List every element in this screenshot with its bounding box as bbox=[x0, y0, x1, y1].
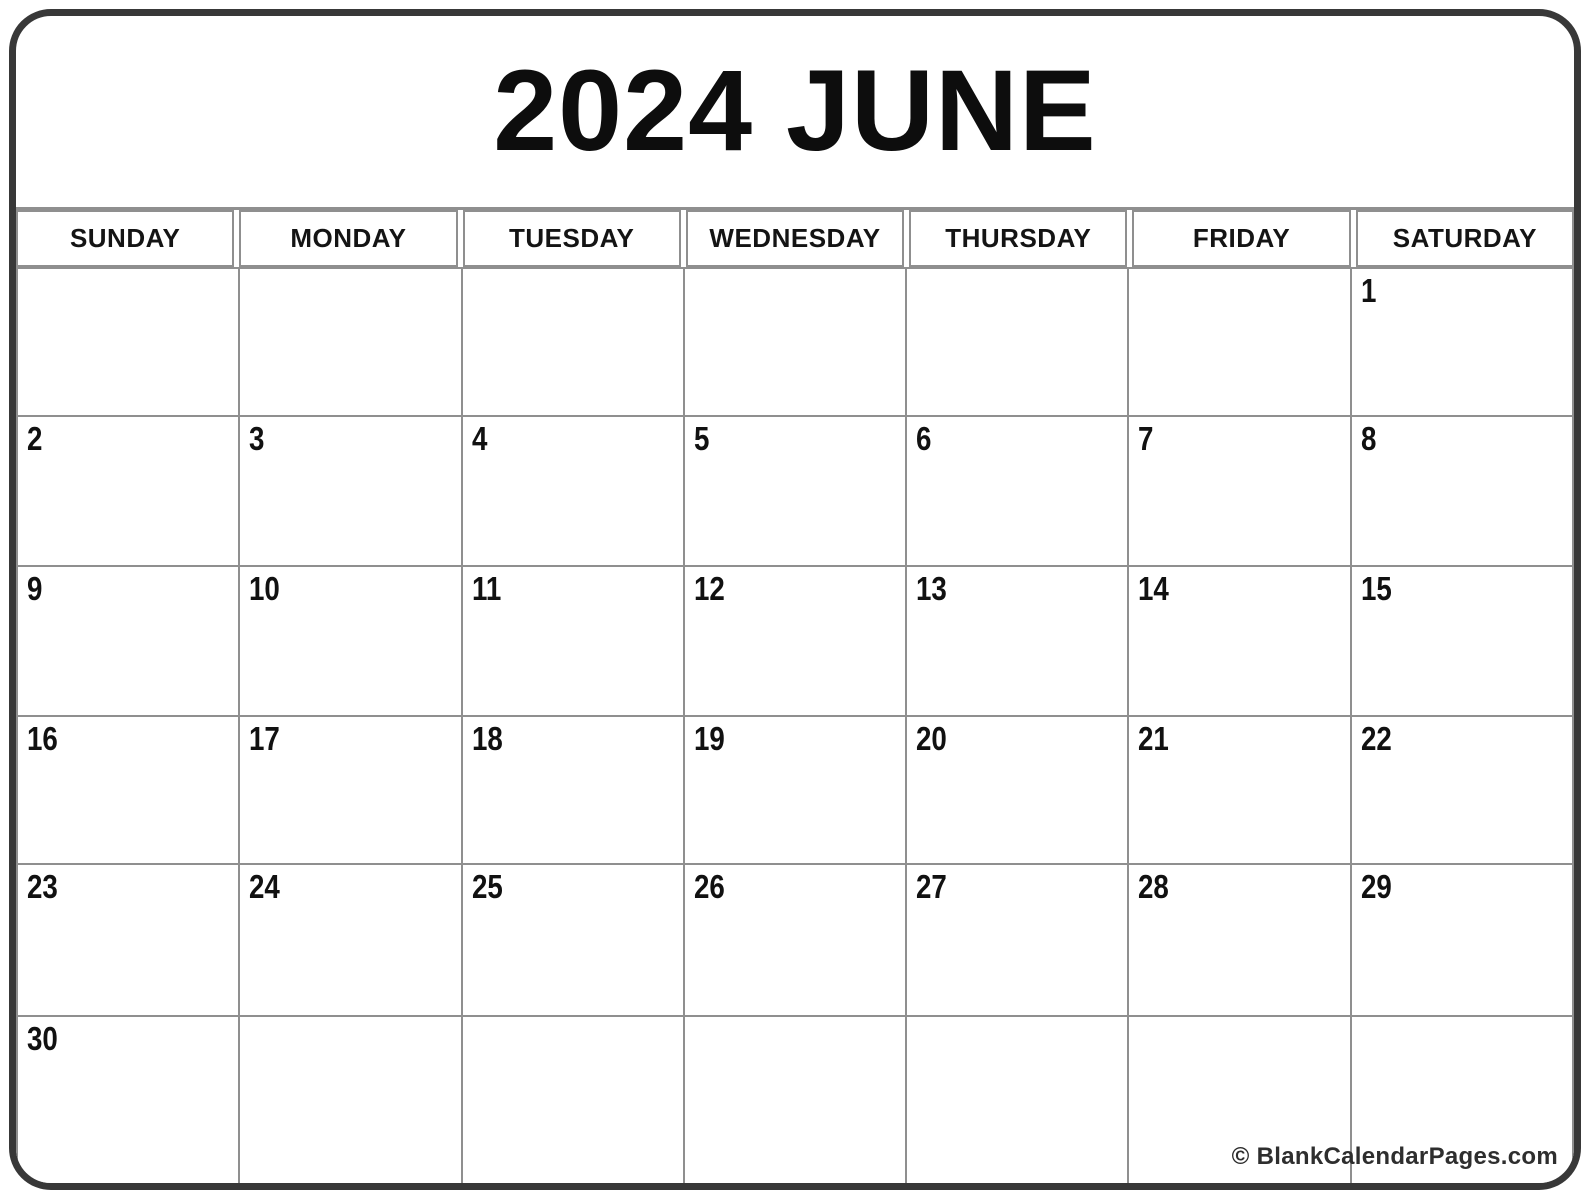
day-number: 14 bbox=[1138, 570, 1170, 607]
weekday-header-saturday: SATURDAY bbox=[1356, 210, 1574, 267]
day-cell bbox=[463, 865, 683, 1015]
title-area bbox=[16, 16, 1574, 207]
day-number: 2 bbox=[27, 420, 43, 457]
calendar-title: 2024 JUNE bbox=[493, 47, 1097, 175]
day-cell bbox=[463, 717, 683, 863]
watermark-credit: © BlankCalendarPages.com bbox=[1231, 1143, 1558, 1170]
day-number: 29 bbox=[1360, 868, 1392, 905]
day-cell bbox=[685, 1017, 905, 1183]
weekday-header-thursday: THURSDAY bbox=[909, 210, 1127, 267]
day-cell bbox=[1129, 567, 1349, 715]
weekday-header-friday: FRIDAY bbox=[1132, 210, 1350, 267]
day-cell bbox=[685, 269, 905, 415]
day-cell bbox=[1129, 717, 1349, 863]
day-cell bbox=[18, 865, 238, 1015]
day-cell bbox=[907, 417, 1127, 565]
day-number: 26 bbox=[693, 868, 725, 905]
day-cell bbox=[463, 567, 683, 715]
day-cell bbox=[240, 1017, 460, 1183]
day-cell bbox=[240, 567, 460, 715]
day-cell bbox=[18, 1017, 238, 1183]
day-cell bbox=[1129, 865, 1349, 1015]
day-number: 25 bbox=[471, 868, 503, 905]
weekday-header-sunday: SUNDAY bbox=[16, 210, 234, 267]
date-grid bbox=[16, 267, 1574, 1183]
day-cell bbox=[907, 269, 1127, 415]
day-cell bbox=[240, 269, 460, 415]
day-number: 22 bbox=[1360, 720, 1392, 757]
weekday-header-tuesday: TUESDAY bbox=[463, 210, 681, 267]
day-cell bbox=[685, 717, 905, 863]
day-number: 23 bbox=[27, 868, 58, 905]
day-cell bbox=[18, 269, 238, 415]
weekday-header-wednesday: WEDNESDAY bbox=[686, 210, 904, 267]
day-number: 6 bbox=[916, 420, 932, 457]
day-number: 7 bbox=[1138, 420, 1154, 457]
day-number: 28 bbox=[1138, 868, 1170, 905]
day-number: 15 bbox=[1360, 570, 1392, 607]
day-number: 11 bbox=[471, 570, 501, 607]
day-number: 10 bbox=[249, 570, 281, 607]
day-cell bbox=[240, 417, 460, 565]
day-cell bbox=[1352, 417, 1572, 565]
day-cell bbox=[240, 865, 460, 1015]
day-cell bbox=[685, 567, 905, 715]
day-number: 24 bbox=[249, 868, 281, 905]
day-cell bbox=[1352, 269, 1572, 415]
day-cell bbox=[907, 865, 1127, 1015]
day-number: 3 bbox=[249, 420, 265, 457]
day-cell bbox=[685, 865, 905, 1015]
day-cell bbox=[1129, 269, 1349, 415]
day-cell bbox=[240, 717, 460, 863]
day-number: 21 bbox=[1138, 720, 1170, 757]
day-cell bbox=[1352, 717, 1572, 863]
day-cell bbox=[907, 567, 1127, 715]
day-number: 27 bbox=[916, 868, 947, 905]
day-cell bbox=[463, 1017, 683, 1183]
calendar-page bbox=[9, 9, 1581, 1190]
day-cell bbox=[685, 417, 905, 565]
weekday-header-monday: MONDAY bbox=[239, 210, 457, 267]
day-number: 20 bbox=[916, 720, 947, 757]
day-number: 17 bbox=[249, 720, 281, 757]
day-cell bbox=[463, 269, 683, 415]
day-cell bbox=[18, 717, 238, 863]
day-number: 12 bbox=[693, 570, 725, 607]
day-cell bbox=[1352, 567, 1572, 715]
day-number: 5 bbox=[693, 420, 710, 457]
day-number: 4 bbox=[471, 420, 487, 457]
day-cell bbox=[18, 567, 238, 715]
day-number: 30 bbox=[27, 1020, 58, 1057]
day-cell bbox=[1352, 865, 1572, 1015]
day-cell bbox=[1129, 417, 1349, 565]
day-number: 18 bbox=[471, 720, 503, 757]
day-number: 8 bbox=[1360, 420, 1377, 457]
day-cell bbox=[907, 1017, 1127, 1183]
day-number: 19 bbox=[693, 720, 725, 757]
day-cell bbox=[463, 417, 683, 565]
day-number: 9 bbox=[27, 570, 43, 607]
day-number: 16 bbox=[27, 720, 58, 757]
day-cell bbox=[18, 417, 238, 565]
day-number: 13 bbox=[916, 570, 947, 607]
day-number: 1 bbox=[1360, 272, 1377, 309]
day-cell bbox=[907, 717, 1127, 863]
weekday-header-row bbox=[16, 207, 1574, 267]
